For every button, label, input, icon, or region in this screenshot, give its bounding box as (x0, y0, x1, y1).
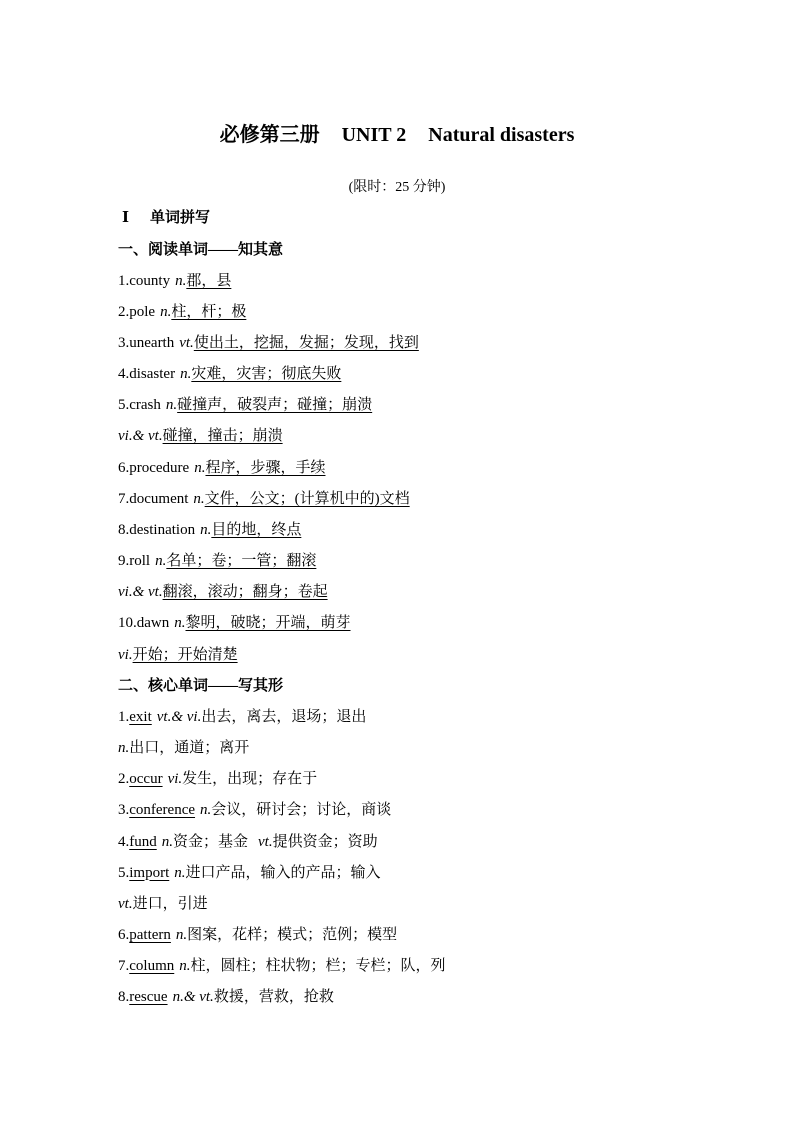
part-of-speech: n. (174, 864, 186, 881)
vocab-meaning: 图案，花样；模式；范例；模型 (187, 926, 398, 943)
item-number: 7. (118, 958, 130, 975)
vocab-line (118, 546, 738, 577)
vocab-meaning: 郡，县 (186, 272, 232, 289)
vocab-line (118, 982, 738, 1013)
item-number: 3. (118, 802, 130, 819)
section-heading-core: 二、核心单词——写其形 (118, 677, 284, 694)
vocab-meaning: 文件，公文；(计算机中的)文档 (204, 490, 410, 507)
vocab-line (118, 359, 738, 390)
title-unit: UNIT 2 (341, 124, 407, 146)
vocab-word: pattern (129, 926, 171, 943)
part-of-speech: vi. (118, 646, 133, 663)
part-of-speech: n. (175, 272, 187, 289)
item-number: 10. (118, 615, 137, 632)
vocab-word: rescue (129, 989, 168, 1006)
vocab-meaning: 救援，营救，抢救 (213, 989, 334, 1006)
vocab-meaning: 使出土，挖掘，发掘；发现，找到 (193, 335, 419, 352)
vocab-line (118, 484, 738, 515)
vocab-meaning: 资金；基金 (173, 833, 249, 850)
vocab-word: exit (129, 708, 152, 725)
vocab-word: conference (129, 802, 196, 819)
vocab-word: column (129, 958, 175, 975)
part-of-speech: n. (160, 303, 172, 320)
item-number: 3. (118, 335, 130, 352)
item-number: 6. (118, 926, 130, 943)
vocab-line (118, 795, 738, 826)
vocab-meaning: 柱，圆柱；柱状物；栏；专栏；队，列 (190, 958, 446, 975)
vocab-meaning: 碰撞声，破裂声；碰撞；崩溃 (177, 397, 373, 414)
title-book: 必修第三册 (219, 124, 320, 146)
part-of-speech: n. (200, 521, 212, 538)
part-of-speech: vt.& vi. (156, 708, 202, 725)
item-number: 9. (118, 553, 130, 570)
part-of-speech: n. (155, 553, 167, 570)
vocab-word: fund (129, 833, 157, 850)
item-number: 8. (118, 521, 130, 538)
item-number: 5. (118, 864, 130, 881)
part-of-speech: vi.& vt. (118, 428, 163, 445)
vocab-line (118, 266, 738, 297)
part-of-speech: n. (180, 366, 192, 383)
item-number: 2. (118, 303, 130, 320)
part-title: 单词拼写 (150, 210, 211, 227)
part-of-speech: vt. (118, 895, 133, 912)
part-of-speech: n. (175, 926, 188, 943)
part-of-speech: n. (194, 459, 206, 476)
vocab-line (118, 297, 738, 328)
vocab-meaning: 发生，出现；存在于 (182, 771, 318, 788)
part-of-speech: vi.& vt. (118, 584, 163, 601)
vocab-meaning: 目的地，终点 (211, 521, 302, 538)
vocab-meaning: 进口产品，输入的产品；输入 (185, 864, 381, 881)
vocab-line (118, 515, 738, 546)
item-number: 8. (118, 989, 130, 1006)
part-of-speech: vi. (167, 771, 183, 788)
vocab-line-continued (118, 889, 738, 920)
vocab-meaning: 开始；开始清楚 (132, 646, 238, 663)
vocab-meaning: 碰撞，撞击；崩溃 (162, 428, 283, 445)
part-of-speech: n. (179, 958, 191, 975)
part-of-speech: n. (200, 802, 212, 819)
vocab-word: county (129, 272, 171, 289)
vocab-line (118, 951, 738, 982)
vocab-line (118, 453, 738, 484)
vocab-line (118, 328, 738, 359)
item-number: 6. (118, 459, 130, 476)
vocab-word: disaster (129, 366, 176, 383)
vocab-meaning: 出口，通道；离开 (129, 740, 250, 757)
vocab-meaning: 会议，研讨会；讨论，商谈 (211, 802, 392, 819)
vocab-meaning: 黎明，破晓；开端，萌芽 (185, 615, 351, 632)
part-of-speech: vt. (179, 335, 194, 352)
item-number: 1. (118, 272, 130, 289)
vocab-line-continued (118, 577, 738, 608)
vocab-meaning: 灾难，灾害；彻底失败 (191, 366, 342, 383)
vocab-line (118, 827, 738, 858)
section-heading-reading: 一、阅读单词——知其意 (118, 241, 284, 258)
vocab-meaning: 名单；卷；一管；翻滚 (166, 553, 317, 570)
item-number: 1. (118, 708, 130, 725)
vocab-meaning: 程序，步骤，手续 (205, 459, 326, 476)
item-number: 4. (118, 366, 130, 383)
item-number: 5. (118, 397, 130, 414)
vocab-meaning: 出去，离去，退场；退出 (201, 708, 367, 725)
item-number: 7. (118, 490, 130, 507)
vocab-line (118, 702, 738, 733)
vocab-meaning: 提供资金；资助 (272, 833, 378, 850)
part-heading (118, 203, 738, 234)
vocab-word: unearth (129, 335, 175, 352)
part-of-speech: vt. (258, 833, 273, 850)
vocab-meaning: 进口，引进 (132, 895, 208, 912)
vocab-line-continued (118, 640, 738, 671)
exercise-body (118, 203, 738, 1013)
part-of-speech: n. (161, 833, 173, 850)
part-numeral: Ⅰ (122, 210, 130, 227)
item-number: 4. (118, 833, 130, 850)
vocab-line (118, 608, 738, 639)
vocab-line (118, 764, 738, 795)
part-of-speech: n. (118, 740, 130, 757)
part-of-speech: n. (165, 397, 178, 414)
vocab-line (118, 920, 738, 951)
vocab-line (118, 390, 738, 421)
vocab-word: occur (129, 771, 163, 788)
part-of-speech: n.& vt. (172, 989, 214, 1006)
vocab-word: crash (129, 397, 161, 414)
vocab-meaning: 翻滚，滚动；翻身；卷起 (162, 584, 328, 601)
part-of-speech: n. (174, 615, 186, 632)
vocab-word: import (129, 864, 170, 881)
vocab-line-continued (118, 733, 738, 764)
vocab-meaning: 柱，杆；极 (171, 303, 247, 320)
vocab-word: dawn (136, 615, 170, 632)
vocab-word: pole (129, 303, 156, 320)
vocab-line-continued (118, 421, 738, 452)
title-topic: Natural disasters (428, 124, 575, 146)
page-title (0, 121, 794, 149)
vocab-line (118, 858, 738, 889)
vocab-word: document (129, 490, 189, 507)
vocab-word: destination (129, 521, 196, 538)
time-limit: (限时：25 分钟) (348, 180, 446, 195)
vocab-word: roll (129, 553, 151, 570)
vocab-word: procedure (129, 459, 190, 476)
item-number: 2. (118, 771, 130, 788)
part-of-speech: n. (193, 490, 205, 507)
